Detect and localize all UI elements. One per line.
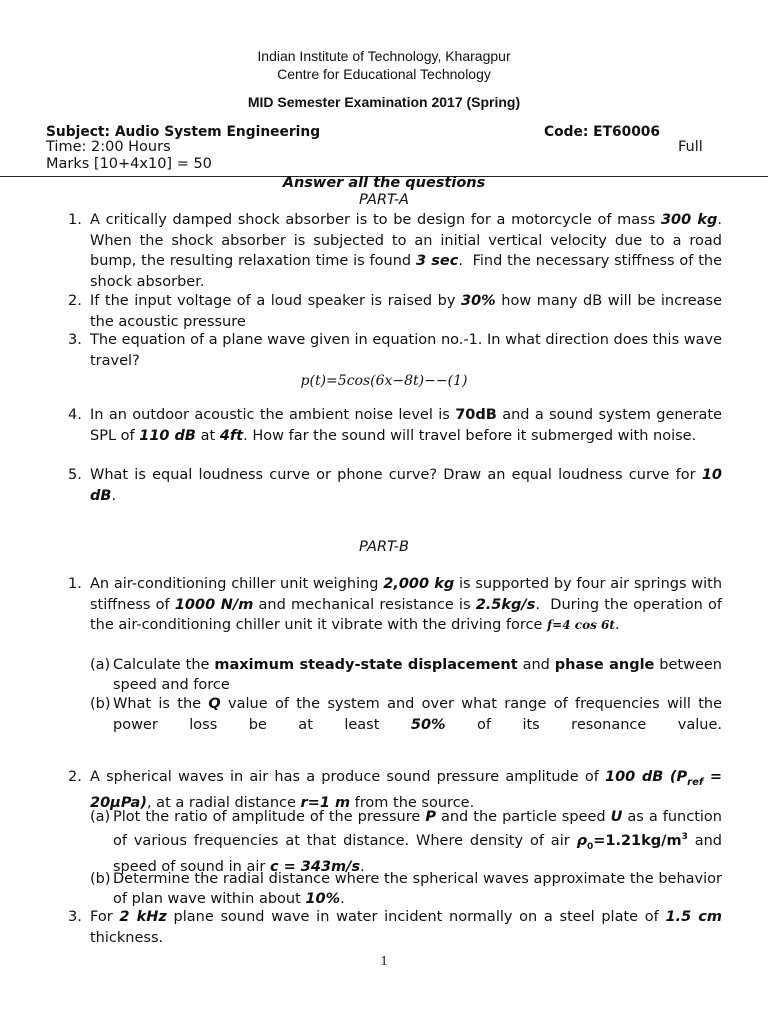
part-a-q3-text: The equation of a plane wave given in equation no.-1. In what direction does this wave travel? bbox=[90, 332, 722, 369]
marks-line: Marks [10+4x10] = 50 bbox=[46, 156, 212, 172]
part-a-q2-text: If the input voltage of a loud speaker is raised by 30% how many dB will be increase the acoustic pressure bbox=[90, 293, 722, 330]
part-b-title: PART-B bbox=[359, 539, 409, 555]
exam-title: MID Semester Examination 2017 (Spring) bbox=[247, 94, 521, 110]
part-b-q3-number: 3. bbox=[68, 909, 82, 925]
part-a-q3-number: 3. bbox=[68, 332, 82, 348]
page-number: 1 bbox=[380, 954, 388, 969]
part-a-title: PART-A bbox=[359, 192, 409, 208]
part-b-q1-text: An air-conditioning chiller unit weighing 2,000 kg is supported by four air springs with stiffness of 1000 N/m and mechanical resistance is 2.5kg/s. During the operation of the air-conditioning chiller unit it vibrate with the driving force f=4 cos 6t. bbox=[90, 576, 723, 633]
subject-line: Subject: Audio System Engineering bbox=[46, 124, 321, 140]
part-a-q1-number: 1. bbox=[68, 212, 82, 228]
part-a-q2-number: 2. bbox=[68, 293, 82, 309]
institute-name: Indian Institute of Technology, Kharagpur bbox=[257, 48, 511, 64]
part-b-q2a-text: Plot the ratio of amplitude of the pressure P and the particle speed U as a function of various frequencies at that distance. Where density of air $\rho_0=1.21kg/m^3$ and speed of sound in air c = 343m/s. bbox=[113, 809, 722, 875]
part-a-q1-text: A critically damped shock absorber is to be design for a motorcycle of mass 300 kg. When the shock absorber is subjected to an initial vertical velocity due to a road bump, the resulting relaxation time is found 3 sec. Find the necessary stiffness of the shock absorber. bbox=[90, 212, 723, 290]
part-a-q5-number: 5. bbox=[68, 467, 82, 483]
part-b-q2b-text: Determine the radial distance where the spherical waves approximate the behavior of plan wave within about 10%. bbox=[113, 871, 722, 907]
time-line: Time: 2:00 Hours bbox=[46, 139, 171, 155]
part-a-q5-text: What is equal loudness curve or phone curve? Draw an equal loudness curve for 10 dB. bbox=[90, 467, 722, 504]
part-a-q4-number: 4. bbox=[68, 407, 82, 423]
part-b-q1-number: 1. bbox=[68, 576, 82, 592]
instructions: Answer all the questions bbox=[282, 175, 486, 191]
part-b-q1a-label: (a) bbox=[90, 657, 111, 673]
part-b-q3-text: For 2 kHz plane sound wave in water incident normally on a steel plate of 1.5 cm thickness. bbox=[90, 909, 723, 946]
wave-equation: p(t)=5cos(6x−8t)−−(1) bbox=[300, 373, 468, 389]
course-code: Code: ET60006 bbox=[544, 124, 660, 140]
part-b-q2b-label: (b) bbox=[90, 871, 111, 887]
centre-name: Centre for Educational Technology bbox=[277, 66, 491, 82]
full-label: Full bbox=[678, 139, 703, 155]
part-b-q2a-label: (a) bbox=[90, 809, 111, 825]
part-b-q2-text: A spherical waves in air has a produce sound pressure amplitude of 100 dB $(P_{ref} = 20\mu Pa)$, at a radial distance r=1 m from the source. bbox=[90, 769, 722, 812]
part-b-q1b-label: (b) bbox=[90, 696, 111, 712]
part-b-q1b-text: What is the Q value of the system and over what range of frequencies will the power loss be at least 50% of its resonance value. bbox=[113, 696, 722, 733]
part-b-q2-number: 2. bbox=[68, 769, 82, 785]
part-a-q4-text: In an outdoor acoustic the ambient noise level is 70dB and a sound system generate SPL of 110 dB at 4ft. How far the sound will travel before it submerged with noise. bbox=[90, 407, 722, 444]
part-b-q1a-text: Calculate the maximum steady-state displacement and phase angle between speed and force bbox=[113, 657, 722, 693]
